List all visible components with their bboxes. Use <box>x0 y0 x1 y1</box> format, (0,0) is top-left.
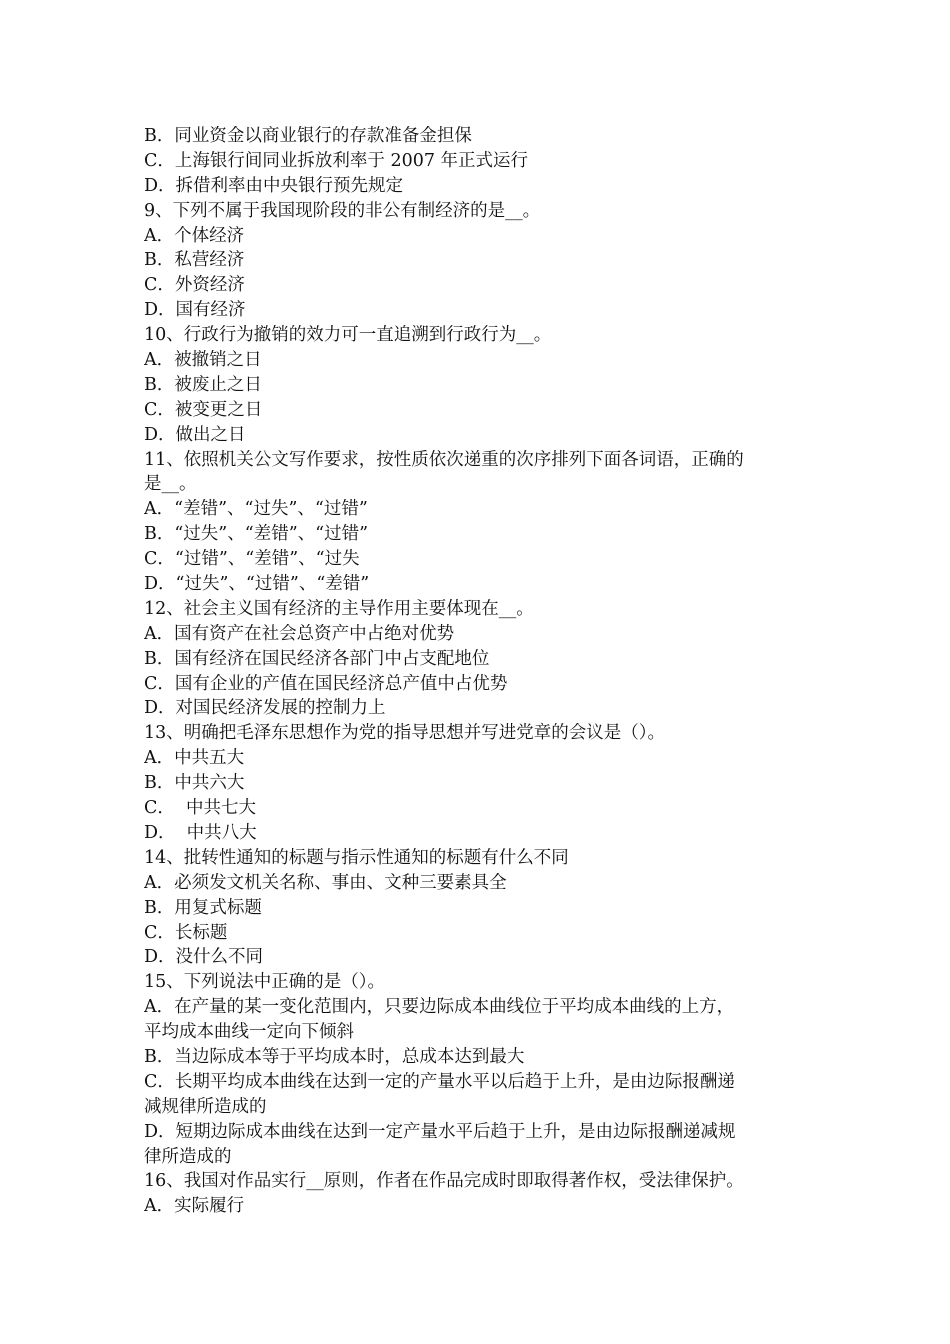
text-line: 是__。 <box>144 474 197 495</box>
text-line: 16、我国对作品实行__原则，作者在作品完成时即取得著作权，受法律保护。 <box>144 1171 744 1192</box>
text-line: B．国有经济在国民经济各部门中占支配地位 <box>144 648 490 669</box>
text-line: D． 中共八大 <box>144 822 257 843</box>
text-line: A．“差错”、“过失”、“过错” <box>144 499 368 520</box>
text-line: D．短期边际成本曲线在达到一定产量水平后趋于上升，是由边际报酬递减规 <box>144 1121 736 1142</box>
text-line: A．在产量的某一变化范围内，只要边际成本曲线位于平均成本曲线的上方， <box>144 997 735 1018</box>
text-line: B．同业资金以商业银行的存款准备金担保 <box>144 126 472 146</box>
text-line: D．没什么不同 <box>144 947 264 968</box>
text-line: D．对国民经济发展的控制力上 <box>144 698 386 719</box>
text-line: D．拆借利率由中央银行预先规定 <box>144 175 404 196</box>
text-line: 13、明确把毛泽东思想作为党的指导思想并写进党章的会议是（）。 <box>144 723 666 744</box>
text-line: C．长标题 <box>144 922 228 943</box>
text-line: 减规律所造成的 <box>144 1096 267 1117</box>
text-line: 14、批转性通知的标题与指示性通知的标题有什么不同 <box>144 847 569 868</box>
text-line: 11、依照机关公文写作要求，按性质依次递重的次序排列下面各词语，正确的 <box>144 449 744 470</box>
text-line: 15、下列说法中正确的是（）。 <box>144 972 386 993</box>
text-line: C．被变更之日 <box>144 399 263 420</box>
text-line: B．用复式标题 <box>144 897 262 918</box>
document-body <box>144 124 812 1219</box>
text-line: A．被撤销之日 <box>144 350 262 371</box>
text-line: 9、下列不属于我国现阶段的非公有制经济的是__。 <box>144 200 541 221</box>
text-line: 律所造成的 <box>144 1146 232 1167</box>
text-line: D．国有经济 <box>144 300 246 321</box>
text-line: B．中共六大 <box>144 773 245 794</box>
text-line: C．国有企业的产值在国民经济总产值中占优势 <box>144 673 508 694</box>
text-line: A．实际履行 <box>144 1196 245 1217</box>
text-line: C．长期平均成本曲线在达到一定的产量水平以后趋于上升，是由边际报酬递 <box>144 1071 735 1092</box>
text-line: A．必须发文机关名称、事由、文种三要素具全 <box>144 872 507 893</box>
text-line: A．中共五大 <box>144 748 245 769</box>
text-line: B．当边际成本等于平均成本时，总成本达到最大 <box>144 1046 525 1067</box>
text-line: B．“过失”、“差错”、“过错” <box>144 524 369 545</box>
text-line: A．个体经济 <box>144 225 245 246</box>
text-line: B．私营经济 <box>144 250 245 271</box>
text-line: 10、行政行为撤销的效力可一直追溯到行政行为__。 <box>144 325 552 346</box>
text-line: 平均成本曲线一定向下倾斜 <box>144 1022 354 1043</box>
text-line: C．“过错”、“差错”、“过失 <box>144 549 360 570</box>
text-line: A．国有资产在社会总资产中占绝对优势 <box>144 623 455 644</box>
text-line: C．外资经济 <box>144 275 245 296</box>
text-line: D．做出之日 <box>144 424 246 445</box>
text-line: C．上海银行间同业拆放利率于 2007 年正式运行 <box>144 150 529 171</box>
text-line: D．“过失”、“过错”、“差错” <box>144 574 370 595</box>
text-line: B．被废止之日 <box>144 374 262 395</box>
text-line: 12、社会主义国有经济的主导作用主要体现在__。 <box>144 598 534 619</box>
text-line: C． 中共七大 <box>144 798 257 819</box>
